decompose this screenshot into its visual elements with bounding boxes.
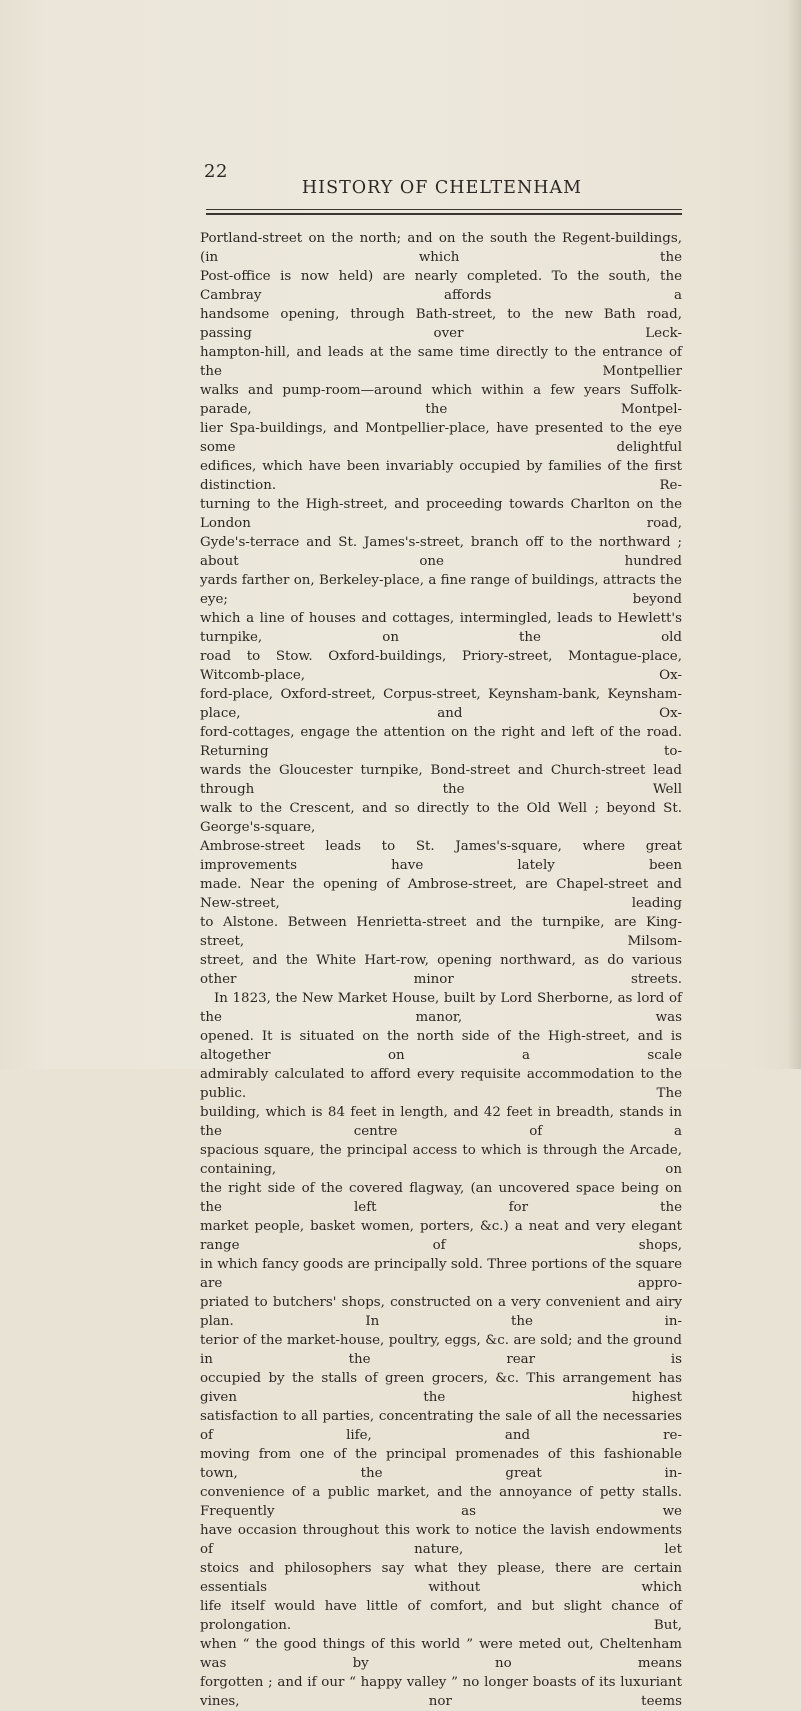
text-line: In 1823, the New Market House, built by Lord Sherborne, as lord of the manor, was <box>200 991 682 1025</box>
text-line: wards the Gloucester turnpike, Bond-street and Church-street lead through the Well <box>200 763 682 797</box>
text-line: hampton-hill, and leads at the same time directly to the entrance of the Montpellier <box>200 345 682 379</box>
text-line: satisfaction to all parties, concentrating the sale of all the necessaries of life, and re- <box>200 1409 682 1443</box>
text-line: opened. It is situated on the north side of the High-street, and is altogether on a scale <box>200 1029 682 1063</box>
text-line: lier Spa-buildings, and Montpellier-place, have presented to the eye some delightful <box>200 421 682 455</box>
text-line: walks and pump-room—around which within a few years Suffolk-parade, the Montpel- <box>200 383 682 417</box>
text-line: life itself would have little of comfort, and but slight chance of prolongation. But, <box>200 1599 682 1633</box>
text-line: to Alstone. Between Henrietta-street and the turnpike, are King-street, Milsom- <box>200 915 682 949</box>
text-line: Ambrose-street leads to St. James's-square, where great improvements have lately been <box>200 839 682 873</box>
text-line: yards farther on, Berkeley-place, a fine range of buildings, attracts the eye; beyond <box>200 573 682 607</box>
text-line: convenience of a public market, and the annoyance of petty stalls. Frequently as we <box>200 1485 682 1519</box>
running-head: HISTORY OF CHELTENHAM <box>301 178 583 198</box>
page-edge-shadow <box>787 0 801 1069</box>
text-line: made. Near the opening of Ambrose-street, are Chapel-street and New-street, leading <box>200 877 682 911</box>
text-line: which a line of houses and cottages, intermingled, leads to Hewlett's turnpike, on the old <box>200 611 682 645</box>
text-line: in which fancy goods are principally sold. Three portions of the square are appro- <box>200 1257 682 1291</box>
text-line: spacious square, the principal access to which is through the Arcade, containing, on <box>200 1143 682 1177</box>
text-line: priated to butchers' shops, constructed on a very convenient and airy plan. In the in- <box>200 1295 682 1329</box>
text-line: admirably calculated to afford every requisite accommodation to the public. The <box>200 1067 682 1101</box>
text-line: moving from one of the principal promenades of this fashionable town, the great in- <box>200 1447 682 1481</box>
text-line: road to Stow. Oxford-buildings, Priory-street, Montague-place, Witcomb-place, Ox- <box>200 649 682 683</box>
text-line: when “ the good things of this world ” were meted out, Cheltenham was by no means <box>200 1637 682 1671</box>
text-line: Gyde's-terrace and St. James's-street, branch off to the northward ; about one hundred <box>200 535 682 569</box>
text-line: ford-cottages, engage the attention on the right and left of the road. Returning to- <box>200 725 682 759</box>
text-line: terior of the market-house, poultry, eggs, &c. are sold; and the ground in the rear is <box>200 1333 682 1367</box>
text-line: forgotten ; and if our “ happy valley ” no longer boasts of its luxuriant vines, nor teems <box>200 1675 682 1709</box>
text-line: turning to the High-street, and proceeding towards Charlton on the London road, <box>200 497 682 531</box>
body-text <box>200 229 682 1711</box>
text-line: Portland-street on the north; and on the south the Regent-buildings, (in which the <box>200 231 682 265</box>
header-rule-thick <box>206 213 682 215</box>
text-line: occupied by the stalls of green grocers, &c. This arrangement has given the highest <box>200 1371 682 1405</box>
page-number: 22 <box>204 161 228 182</box>
text-line: walk to the Crescent, and so directly to the Old Well ; beyond St. George's-square, <box>200 801 682 835</box>
text-line: handsome opening, through Bath-street, to the new Bath road, passing over Leck- <box>200 307 682 341</box>
text-line: Post-office is now held) are nearly completed. To the south, the Cambray affords a <box>200 269 682 303</box>
text-line: ford-place, Oxford-street, Corpus-street, Keynsham-bank, Keynsham-place, and Ox- <box>200 687 682 721</box>
text-line: street, and the White Hart-row, opening northward, as do various other minor streets. <box>200 953 682 987</box>
text-line: stoics and philosophers say what they please, there are certain essentials without which <box>200 1561 682 1595</box>
text-line: edifices, which have been invariably occupied by families of the first distinction. Re- <box>200 459 682 493</box>
text-line: the right side of the covered flagway, (an uncovered space being on the left for the <box>200 1181 682 1215</box>
text-line: market people, basket women, porters, &c.) a neat and very elegant range of shops, <box>200 1219 682 1253</box>
header-rule-thin <box>206 209 682 210</box>
text-line: building, which is 84 feet in length, and 42 feet in breadth, stands in the centre of a <box>200 1105 682 1139</box>
text-line: have occasion throughout this work to notice the lavish endowments of nature, let <box>200 1523 682 1557</box>
